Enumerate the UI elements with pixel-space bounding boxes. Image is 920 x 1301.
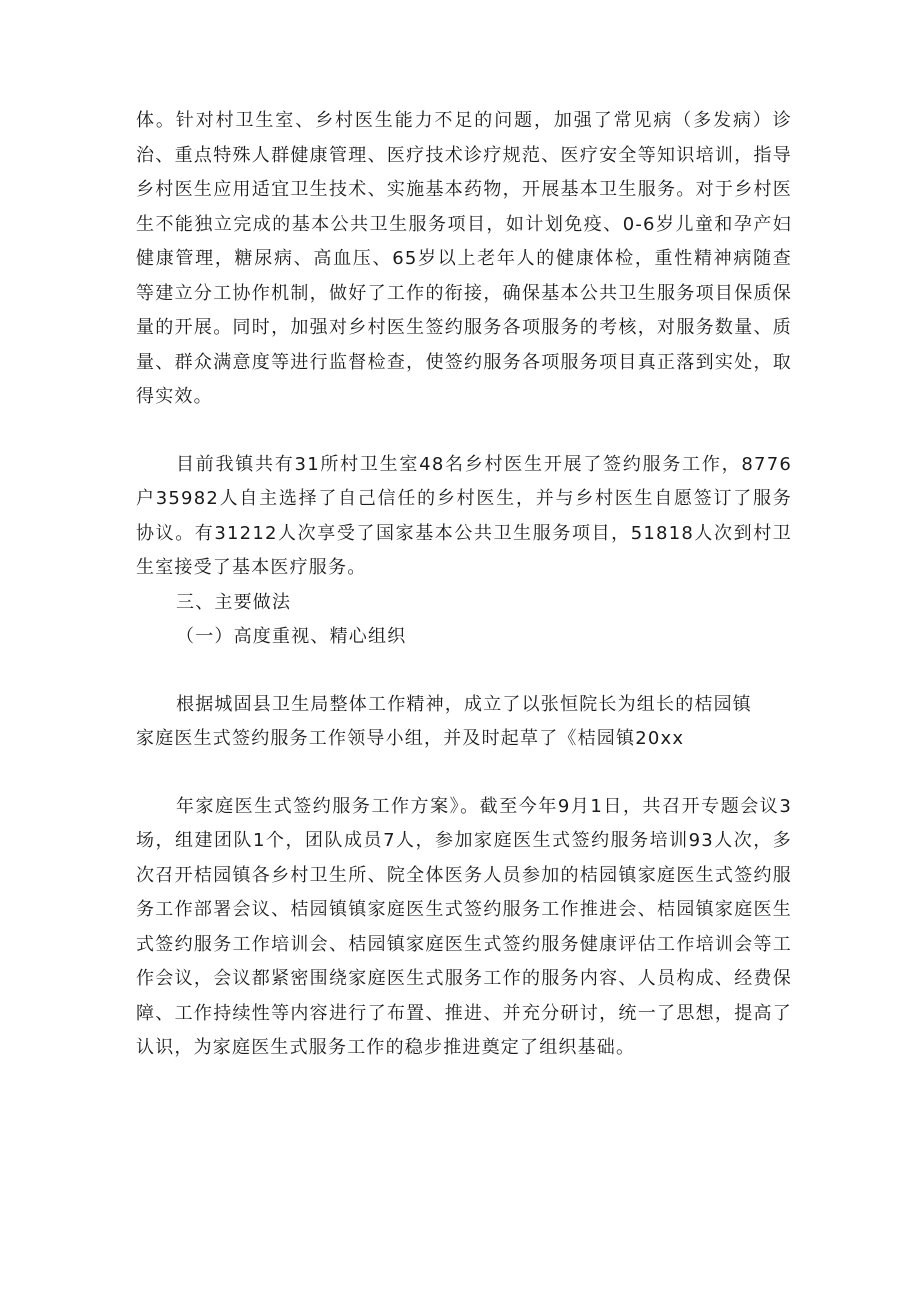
paragraph-rural-doctor-training: 体。针对村卫生室、乡村医生能力不足的问题，加强了常见病（多发病）诊治、重点特殊人群健康管理、医疗技术诊疗规范、医疗安全等知识培训，指导乡村医生应用适宜卫生技术、实施基本药物，开展基本卫生服务。对于乡村医生不能独立完成的基本公共卫生服务项目，如计划免疫、0-6岁儿童和孕产妇健康管理，糖尿病、高血压、65岁以上老年人的健康体检，重性精神病随查等建立分工协作机制，做好了工作的衔接，确保基本公共卫生服务项目保质保量的开展。同时，加强对乡村医生签约服务各项服务的考核，对服务数量、质量、群众满意度等进行监督检查，使签约服务各项服务项目真正落到实处，取得实效。 xyxy=(136,110,792,407)
subsection-heading-organization: （一）高度重视、精心组织 xyxy=(176,626,407,647)
document-body xyxy=(136,104,792,1066)
paragraph-line: 根据城固县卫生局整体工作精神，成立了以张恒院长为组长的桔园镇 xyxy=(176,693,752,715)
paragraph-signing-statistics: 目前我镇共有31所村卫生室48名乡村医生开展了签约服务工作，8776户35982人自主选择了自己信任的乡村医生，并与乡村医生自愿签订了服务协议。有31212人次享受了国家基本公共卫生服务项目，51818人次到村卫生室接受了基本医疗服务。 xyxy=(136,453,792,578)
paragraph-meetings-training: 年家庭医生式签约服务工作方案》。截至今年9月1日，共召开专题会议3场，组建团队1个，团队成员7人，参加家庭医生式签约服务培训93人次，多次召开桔园镇各乡村卫生所、院全体医务人员参加的桔园镇家庭医生式签约服务工作部署会议、桔园镇镇家庭医生式签约服务工作推进会、桔园镇家庭医生式签约服务工作培训会、桔园镇家庭医生式签约服务健康评估工作培训会等工作会议，会议都紧密围绕家庭医生式服务工作的服务内容、人员构成、经费保障、工作持续性等内容进行了布置、推进、并充分研讨，统一了思想，提高了认识，为家庭医生式服务工作的稳步推进奠定了组织基础。 xyxy=(136,795,792,1058)
paragraph-leadership-group xyxy=(136,688,792,757)
section-heading-main-practices: 三、主要做法 xyxy=(176,591,292,613)
paragraph-line: 家庭医生式签约服务工作领导小组，并及时起草了《桔园镇20xx xyxy=(136,728,685,749)
